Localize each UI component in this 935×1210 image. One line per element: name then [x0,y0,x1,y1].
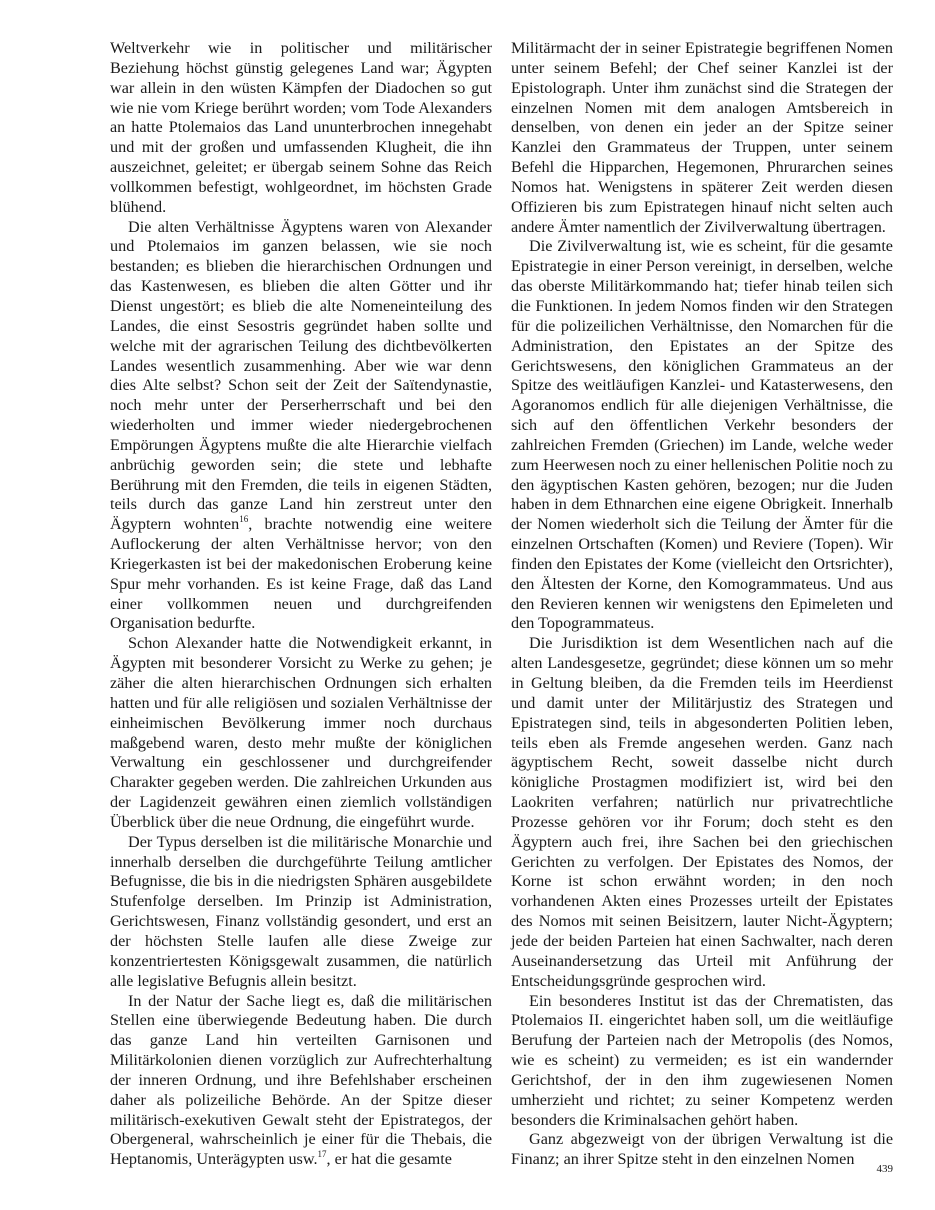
footnote-marker[interactable]: 16 [239,513,249,524]
paragraph: Militärmacht der in seiner Epistrategie begriffenen Nomen unter seinem Befehl; der Chef seiner Kanzlei ist der Epistolograph. Unter ihm zunächst sind die Strategen der einzelnen Nomen mit dem analogen Amtsbereich in denselben, von denen ein jeder an der Spitze seiner Kanzlei den Grammateus der Truppen, unter seinem Befehl die Hipparchen, Hegemonen, Phrurarchen seines Nomos hat. Wenigstens in späterer Zeit werden diesen Offizieren bis zum Epistrategen hinauf nicht selten auch andere Ämter namentlich der Zivilverwaltung übertragen. [511,39,893,236]
paragraph: In der Natur der Sache liegt es, daß die militärischen Stellen eine überwiegende Bedeutung haben. Die durch das ganze Land hin verteilten Garnisonen und Militärkolonien dienen vorzüglich zur Aufrechterhaltung der inneren Ordnung, und ihre Befehlshaber erscheinen daher als polizeiliche Behörde. An der Spitze dieser militärisch-exekutiven Gewalt steht der Epistrategos, der Obergeneral, wahrscheinlich je einer für die Thebais, die Heptanomis, Unterägypten usw.$^{17}$, er hat die gesamte [110,991,492,1169]
paragraph: Schon Alexander hatte die Notwendigkeit erkannt, in Ägypten mit besonderer Vorsicht zu Werke zu gehen; je zäher die alten hierarchischen Ordnungen sich erhalten hatten und für alle religiösen und sozialen Verhältnisse der einheimischen Bevölkerung immer noch durchaus maßgebend waren, desto mehr mußte der königlichen Verwaltung ein geschlossener und durchgreifender Charakter gegeben werden. Die zahlreichen Urkunden aus der Lagidenzeit gewähren einen ziemlich vollständigen Überblick über die neue Ordnung, die eingeführt wurde. [110,634,492,831]
paragraph: Die alten Verhältnisse Ägyptens waren von Alexander und Ptolemaios im ganzen belassen, wie sie noch bestanden; es blieben die hierarchischen Ordnungen und das Kastenwesen, es blieben die alten Götter und ihr Dienst ungestört; es blieb die alte Nomeneinteilung des Landes, die einst Sesostris gegründet haben sollte und welche mit der agrarischen Teilung des dichtbevölkerten Landes wesentlich zusammenhing. Aber wie war denn dies Alte selbst? Schon seit der Zeit der Saïtendynastie, noch mehr unter der Perserherrschaft und bei den wiederholten und immer wieder niedergebrochenen Empörungen Ägyptens mußte die alte Hierarchie vielfach anbrüchig geworden sein; die stete und lebhafte Berührung mit den Fremden, die teils in eigenen Städten, teils durch das ganze Land hin zerstreut unter den Ägyptern wohnten$^{16}$, brachte notwendig eine weitere Auflockerung der alten Verhältnisse hervor; von den Kriegerkasten ist bei der makedonischen Eroberung keine Spur mehr vorhanden. Es ist keine Frage, daß das Land einer vollkommen neuen und durchgreifenden Organisation bedurfte. [110,217,492,633]
paragraph: Weltverkehr wie in politischer und militärischer Beziehung höchst günstig gelegenes Land war; Ägypten war allein in den wüsten Kämpfen der Diadochen so gut wie nie vom Kriege berührt worden; vom Tode Alexanders an hatte Ptolemaios das Land ununterbrochen innegehabt und mit der großen und umfassenden Klugheit, die ihn auszeichnet, geleitet; er übergab seinem Sohne das Reich vollkommen befestigt, wohlgeordnet, im höchsten Grade blühend. [110,39,492,216]
page-number: 439 [876,1163,893,1175]
paragraph: Die Zivilverwaltung ist, wie es scheint, für die gesamte Epistrategie in einer Person vereinigt, in derselben, welche das oberste Militärkommando hat; tiefer hinab teilen sich die Funktionen. In jedem Nomos finden wir den Strategen für die polizeilichen Verhältnisse, den Nomarchen für die Administration, den Epistates an der Spitze des Gerichtswesens, den königlichen Grammateus an der Spitze des weitläufigen Kanzlei- und Katasterwesens, den Agoranomos endlich für alle diejenigen Verhältnisse, die sich auf den öffentlichen Verkehr besonders der zahlreichen Fremden (Griechen) im Lande, welche weder zum Heerwesen noch zu einer hellenischen Politie noch zu den ägyptischen Kasten gehören, bezogen; nur die Juden haben in dem Ethnarchen eine eigene Obrigkeit. Innerhalb der Nomen wiederholt sich die Teilung der Ämter für die einzelnen Ortschaften (Komen) und Reviere (Topen). Wir finden den Epistates der Kome (vielleicht den Ortsrichter), den Ältesten der Korne, den Komogrammateus. Und aus den Revieren kennen wir wenigstens den Epimeleten und den Topogrammateus. [511,237,893,633]
paragraph: Ganz abgezweigt von der übrigen Verwaltung ist die Finanz; an ihrer Spitze steht in den einzelnen Nomen [511,1130,893,1169]
footnote-marker[interactable]: 17 [317,1148,327,1159]
right-text-column [511,39,893,1170]
paragraph: Die Jurisdiktion ist dem Wesentlichen nach auf die alten Landesgesetze, gegründet; diese können um so mehr in Geltung bleiben, da die Fremden teils im Heerdienst und damit unter der Militärjustiz des Strategen und Epistrategen sind, teils in abgesonderten Politien leben, teils eben als Fremde angesehen werden. Ganz nach ägyptischem Recht, soweit dasselbe nicht durch königliche Prostagmen modifiziert ist, wird bei den Laokriten verfahren; natürlich nur privatrechtliche Prozesse gehören vor ihr Forum; doch steht es den Ägyptern auch frei, ihre Sachen bei den griechischen Gerichten zu verfolgen. Der Epistates des Nomos, der Korne ist schon erwähnt worden; in den noch vorhandenen Akten eines Prozesses urteilt der Epistates des Nomos mit seinen Beisitzern, lauter Nicht-Ägyptern; jede der beiden Parteien hat einen Sachwalter, nach deren Auseinandersetzung das Urteil mit Anführung der Entscheidungsgründe gesprochen wird. [511,634,893,990]
paragraph: Ein besonderes Institut ist das der Chrematisten, das Ptolemaios II. eingerichtet haben soll, um die weitläufige Berufung der Parteien nach der Metropolis (des Nomos, wie es scheint) zu vermeiden; es ist ein wandernder Gerichtshof, der in den ihm zugewiesenen Nomen umherzieht und richtet; zu seiner Kompetenz werden besonders die Kriminalsachen gehört haben. [511,991,893,1129]
left-text-column [110,39,492,1170]
paragraph: Der Typus derselben ist die militärische Monarchie und innerhalb derselben die durchgeführte Teilung amtlicher Befugnisse, die bis in die niedrigsten Sphären ausgebildete Stufenfolge derselben. Im Prinzip ist Administration, Gerichtswesen, Finanz vollständig gesondert, und erst an der höchsten Stelle laufen alle diese Zweige zur konzentriertesten Königsgewalt zusammen, die natürlich alle legislative Befugnis allein besitzt. [110,832,492,990]
